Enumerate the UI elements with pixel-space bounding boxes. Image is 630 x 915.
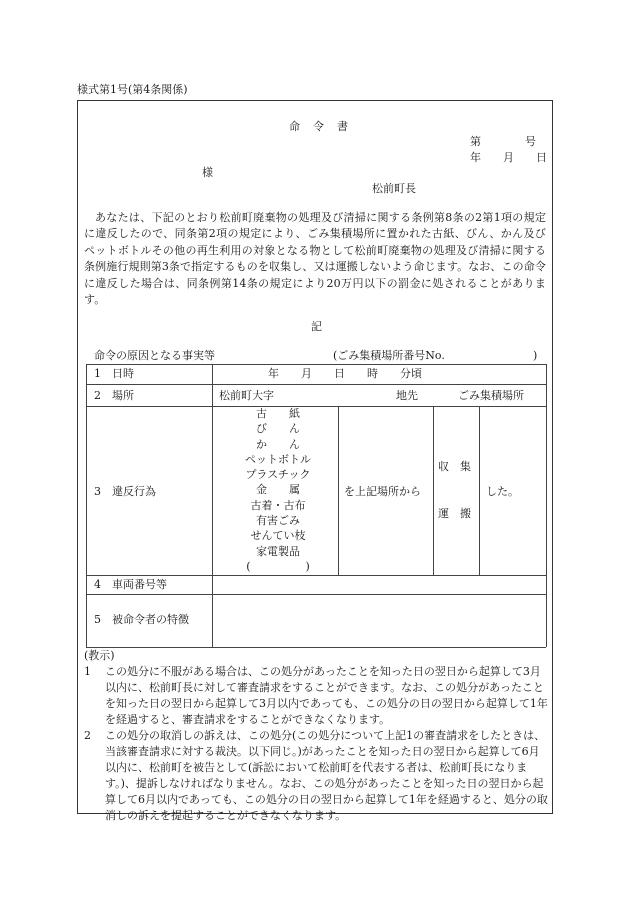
materials-list xyxy=(216,406,340,574)
row-violation-end: した。 xyxy=(486,485,519,498)
row-place-label: 2 場所 xyxy=(94,389,134,402)
row-datetime-label: 1 日時 xyxy=(94,367,134,380)
material-item: 金 属 xyxy=(256,483,300,497)
row-features-label: 5 被命令者の特徴 xyxy=(94,613,189,626)
material-item: び ん xyxy=(256,422,300,436)
row-place-address: 地先 xyxy=(396,389,418,402)
material-item: せんてい枝 xyxy=(250,529,306,543)
document-number: 第 号 xyxy=(470,135,536,148)
row-violation-transport: 運 搬 xyxy=(438,507,471,520)
site-number-close: ) xyxy=(533,349,538,362)
row-vehicle-label: 4 車両番号等 xyxy=(94,578,167,591)
document-date: 年 月 日 xyxy=(470,151,547,164)
row-violation-collect: 収 集 xyxy=(438,460,471,473)
facts-label: 命令の原因となる事実等 xyxy=(94,349,215,362)
notice-item xyxy=(84,728,548,824)
row-violation-label: 3 違反行為 xyxy=(94,485,156,498)
notice-number: 1 xyxy=(84,665,91,678)
material-item: 古 紙 xyxy=(256,407,300,420)
material-item: 家電製品 xyxy=(256,544,300,558)
material-item: か ん xyxy=(256,437,300,451)
row-place-town: 松前町大字 xyxy=(219,389,274,402)
material-item: 有害ごみ xyxy=(256,514,300,528)
notice-item xyxy=(84,664,548,728)
material-item: ペットボトル xyxy=(245,452,311,466)
issuer: 松前町長 xyxy=(372,182,416,195)
row-datetime-value: 年 月 日 時 分頃 xyxy=(268,367,422,380)
document-title: 命 令 書 xyxy=(289,120,349,133)
site-number-label: (ごみ集積場所番号No. xyxy=(333,349,445,362)
notice-text: この処分に不服がある場合は、この処分があったことを知った日の翌日から起算して3月以内に、松前町長に対して審査請求をすることができます。なお、この処分があったことを知った日の翌日から起算して3月以内であっても、この処分の日の翌日から起算して1年を経過すると、審査請求をすることができなくなります。 xyxy=(105,665,548,726)
ki-heading: 記 xyxy=(311,320,322,333)
addressee-suffix: 様 xyxy=(202,166,213,179)
row-place-site: ごみ集積場所 xyxy=(458,389,524,402)
notice-title: (教示) xyxy=(84,649,115,662)
material-item: ( ) xyxy=(246,559,310,573)
material-item: プラスチック xyxy=(245,468,311,482)
material-item: 古着・古布 xyxy=(250,498,306,512)
notice-number: 2 xyxy=(84,729,91,742)
notice-text: この処分の取消しの訴えは、この処分(この処分について上記1の審査請求をしたときは、当該審査請求に対する裁決。以下同じ。)があったことを知った日の翌日から起算して6月以内に、松前町を被告として(訴訟において松前町を代表する者は、松前町長になります。)、提訴しなければなりません。なお、この処分があったことを知った日の翌日から起算して6月以内であっても、この処分の日の翌日から起算して1年を経過すると、処分の取消しの訴えを提起することができなくなります。 xyxy=(105,729,548,822)
form-label: 様式第1号(第4条関係) xyxy=(77,83,188,96)
order-body: あなたは、下記のとおり松前町廃棄物の処理及び清掃に関する条例第8条の2第1項の規定に違反したので、同条第2項の規定により、ごみ集積場所に置かれた古紙、びん、かん及びペットボトルその他の再生利用の対象となる物として松前町廃棄物の処理及び清掃に関する条例施行規則第3条で指定するものを収集し、又は運搬しないよう命じます。なお、この命令に違反した場合は、同条例第14条の規定により20万円以下の罰金に処されることがあります。 xyxy=(84,211,546,307)
row-violation-from: を上記場所から xyxy=(344,485,421,498)
order-document xyxy=(77,100,553,822)
